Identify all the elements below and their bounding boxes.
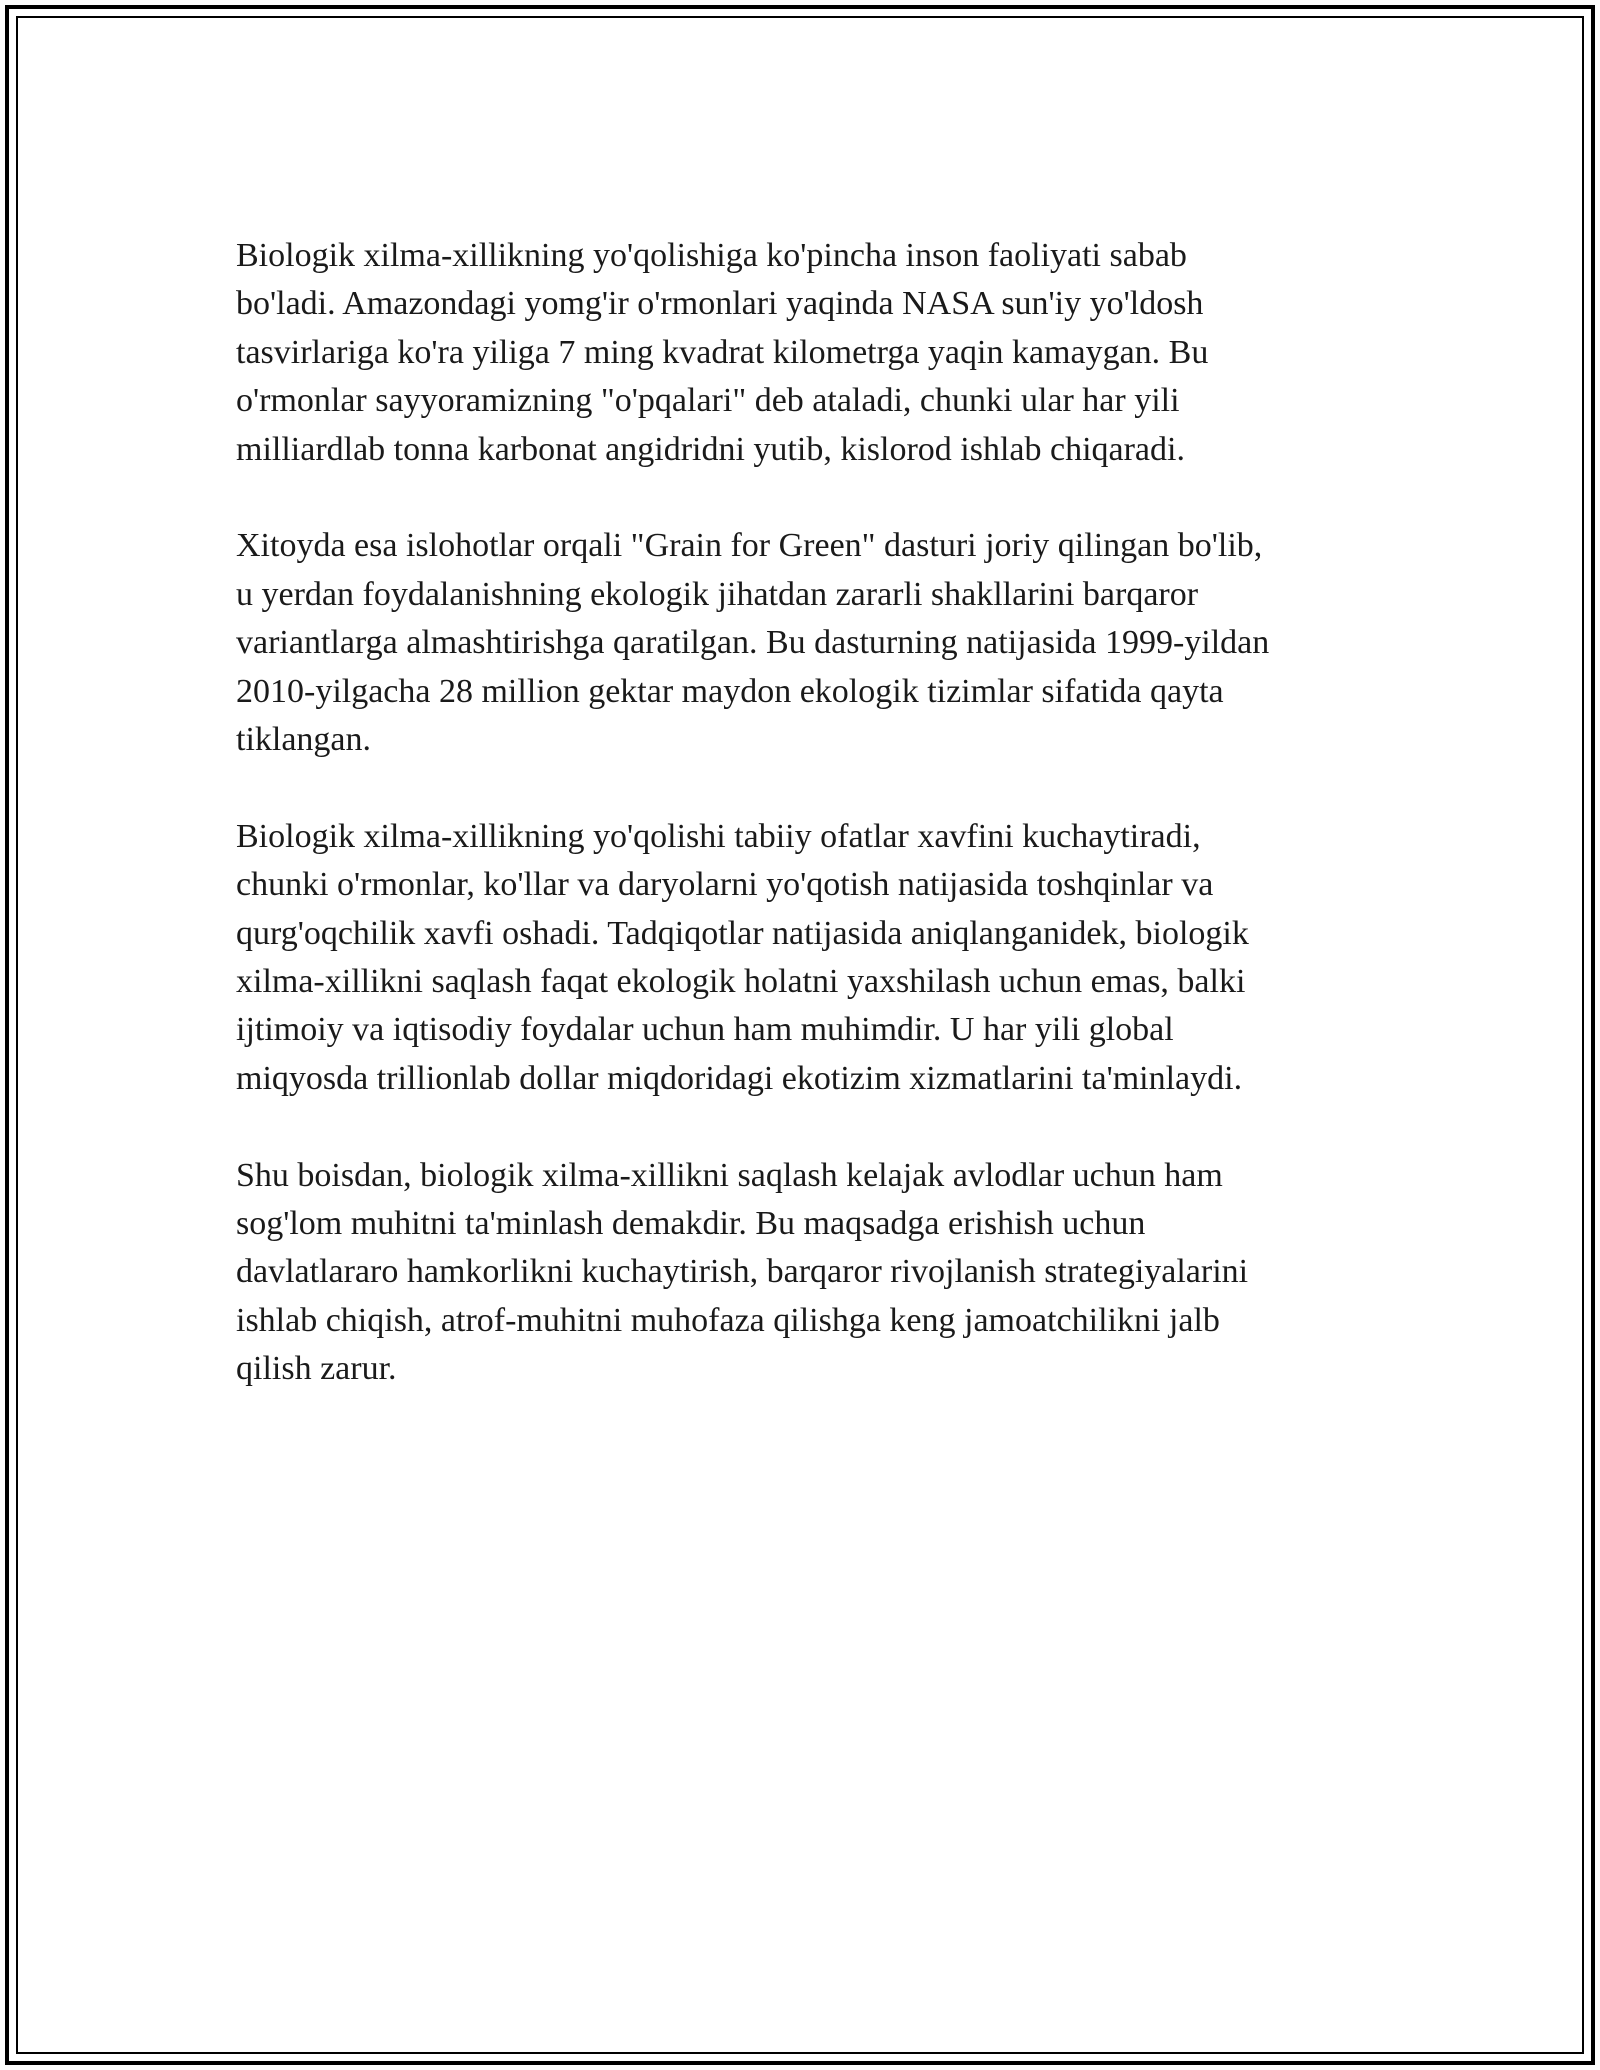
text-line: Xitoyda esa islohotlar orqali "Grain for Green" dasturi joriy qilingan bo'lib, (236, 527, 1263, 565)
document-body (236, 232, 1376, 1442)
paragraph-2 (236, 522, 1376, 764)
text-line: o'rmonlar sayyoramizning "o'pqalari" deb ataladi, chunki ular har yili (236, 382, 1180, 420)
text-line: Shu boisdan, biologik xilma-xillikni saqlash kelajak avlodlar uchun ham (236, 1156, 1223, 1194)
text-line: qurg'oqchilik xavfi oshadi. Tadqiqotlar natijasida aniqlanganidek, biologik (236, 914, 1249, 952)
paragraph-4 (236, 1152, 1376, 1394)
text-line: chunki o'rmonlar, ko'llar va daryolarni yo'qotish natijasida toshqinlar va (236, 866, 1214, 904)
text-line: 2010-yilgacha 28 million gektar maydon ekologik tizimlar sifatida qayta (236, 672, 1224, 710)
text-line: u yerdan foydalanishning ekologik jihatdan zararli shakllarini barqaror (236, 575, 1199, 613)
text-line: variantlarga almashtirishga qaratilgan. Bu dasturning natijasida 1999-yildan (236, 624, 1270, 662)
paragraph-1 (236, 232, 1376, 474)
text-line: bo'ladi. Amazondagi yomg'ir o'rmonlari yaqinda NASA sun'iy yo'ldosh (236, 285, 1204, 323)
text-line: Biologik xilma-xillikning yo'qolishiga ko'pincha inson faoliyati sabab (236, 237, 1187, 274)
text-line: davlatlararo hamkorlikni kuchaytirish, barqaror rivojlanish strategiyalarini (236, 1253, 1249, 1291)
paragraph-3 (236, 813, 1376, 1103)
text-line: ijtimoiy va iqtisodiy foydalar uchun ham muhimdir. U har yili global (236, 1011, 1174, 1049)
text-line: miqyosda trillionlab dollar miqdoridagi ekotizim xizmatlarini ta'minlaydi. (236, 1059, 1243, 1097)
text-line: tiklangan. (236, 721, 372, 759)
text-line: sog'lom muhitni ta'minlash demakdir. Bu maqsadga erishish uchun (236, 1205, 1146, 1243)
text-line: Biologik xilma-xillikning yo'qolishi tabiiy ofatlar xavfini kuchaytiradi, (236, 817, 1201, 855)
text-line: tasvirlariga ko'ra yiliga 7 ming kvadrat kilometrga yaqin kamaygan. Bu (236, 333, 1209, 371)
text-line: qilish zarur. (236, 1350, 397, 1388)
text-line: ishlab chiqish, atrof-muhitni muhofaza qilishga keng jamoatchilikni jalb (236, 1301, 1220, 1339)
text-line: xilma-xillikni saqlash faqat ekologik holatni yaxshilash uchun emas, balki (236, 963, 1246, 1001)
text-line: milliardlab tonna karbonat angidridni yutib, kislorod ishlab chiqaradi. (236, 430, 1185, 468)
